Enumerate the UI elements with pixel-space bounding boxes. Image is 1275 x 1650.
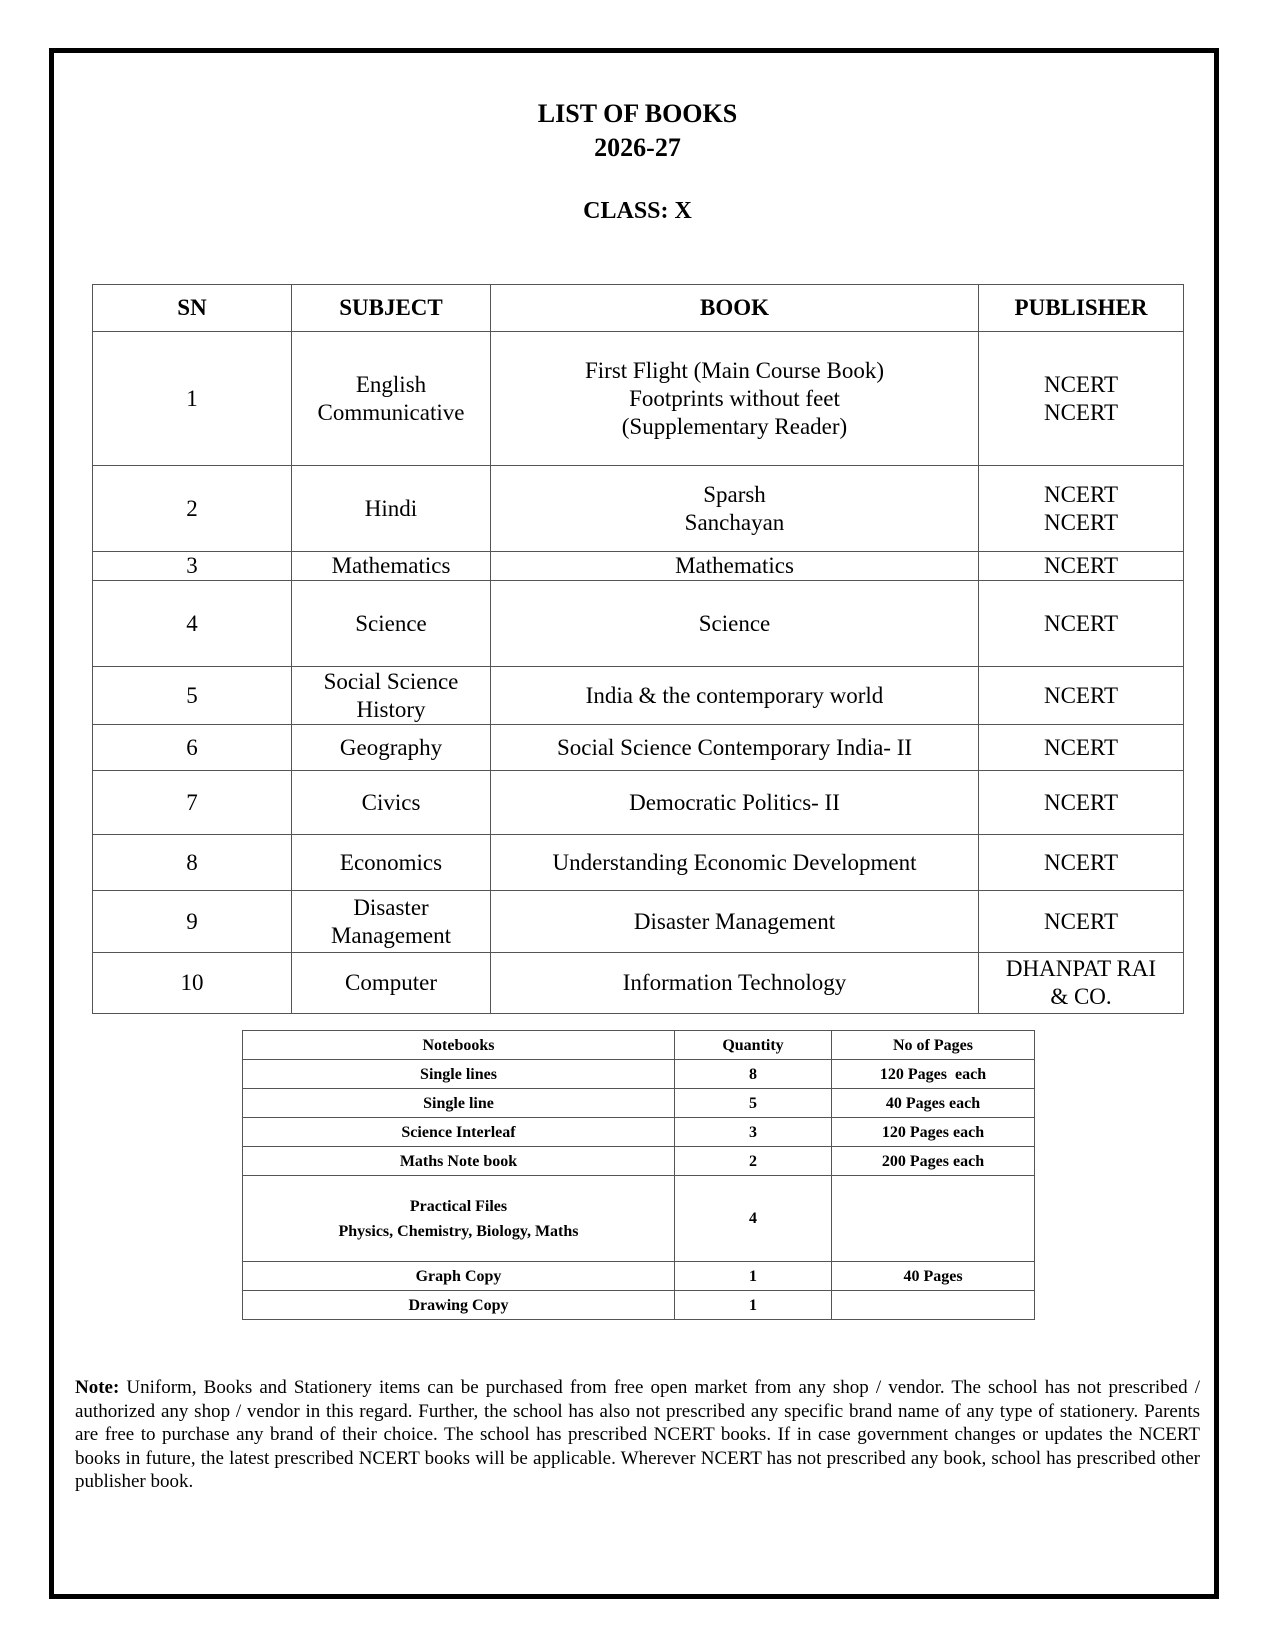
cell-notebook xyxy=(243,1089,675,1118)
column-header-subject: SUBJECT xyxy=(292,285,491,332)
cell-quantity: 8 xyxy=(675,1060,832,1089)
publisher-line: NCERT xyxy=(1043,849,1118,875)
cell-book xyxy=(491,771,979,835)
cell-subject xyxy=(292,667,491,725)
cell-publisher xyxy=(979,552,1184,581)
subject-line: Hindi xyxy=(364,495,418,521)
cell-sn: 7 xyxy=(93,771,292,835)
subject-line: Computer xyxy=(345,970,437,995)
table-row xyxy=(243,1089,1035,1118)
cell-publisher xyxy=(979,667,1184,725)
table-row xyxy=(243,1291,1035,1320)
cell-book xyxy=(491,332,979,466)
table-row xyxy=(93,725,1184,771)
cell-subject xyxy=(292,835,491,891)
publisher-line: NCERT xyxy=(1043,789,1118,815)
cell-sn: 9 xyxy=(93,891,292,953)
publisher-line: NCERT xyxy=(1043,682,1118,708)
cell-publisher xyxy=(979,953,1184,1014)
table-row xyxy=(93,667,1184,725)
table-row xyxy=(93,835,1184,891)
cell-subject xyxy=(292,581,491,667)
book-line: Mathematics xyxy=(675,553,794,578)
cell-book xyxy=(491,835,979,891)
books-table-header xyxy=(93,285,1184,332)
cell-quantity: 3 xyxy=(675,1118,832,1147)
notebooks-table-header xyxy=(243,1031,1035,1060)
cell-pages: 120 Pages each xyxy=(832,1060,1035,1089)
cell-pages: 200 Pages each xyxy=(832,1147,1035,1176)
notebook-line: Maths Note book xyxy=(399,1152,518,1170)
subject-line: English xyxy=(355,371,427,397)
notebook-line: Science Interleaf xyxy=(401,1123,516,1141)
subject-line: Mathematics xyxy=(331,553,451,578)
publisher-line: NCERT xyxy=(1043,481,1118,507)
cell-subject xyxy=(292,771,491,835)
cell-subject xyxy=(292,953,491,1014)
column-header-quantity: Quantity xyxy=(675,1031,832,1060)
cell-pages: 120 Pages each xyxy=(832,1118,1035,1147)
cell-publisher xyxy=(979,891,1184,953)
table-row xyxy=(93,771,1184,835)
table-row xyxy=(93,581,1184,667)
book-line: Sparsh xyxy=(703,481,766,507)
subject-line: Management xyxy=(330,922,452,948)
books-table xyxy=(92,284,1184,1014)
cell-book xyxy=(491,466,979,552)
book-line: First Flight (Main Course Book) xyxy=(584,357,884,383)
book-line: (Supplementary Reader) xyxy=(621,413,848,439)
publisher-line: DHANPAT RAI xyxy=(1005,956,1157,981)
cell-notebook xyxy=(243,1262,675,1291)
publisher-line: NCERT xyxy=(1043,610,1118,636)
book-line: India & the contemporary world xyxy=(585,682,884,708)
cell-book xyxy=(491,891,979,953)
column-header-pages: No of Pages xyxy=(832,1031,1035,1060)
table-row xyxy=(93,891,1184,953)
book-line: Democratic Politics- II xyxy=(629,789,840,815)
book-line: Sanchayan xyxy=(684,509,785,535)
cell-notebook xyxy=(243,1118,675,1147)
cell-notebook xyxy=(243,1147,675,1176)
cell-pages: 40 Pages each xyxy=(832,1089,1035,1118)
cell-pages xyxy=(832,1291,1035,1320)
cell-notebook xyxy=(243,1291,675,1320)
cell-subject xyxy=(292,332,491,466)
cell-subject xyxy=(292,466,491,552)
publisher-line: & CO. xyxy=(1050,984,1112,1009)
cell-sn: 4 xyxy=(93,581,292,667)
cell-quantity: 2 xyxy=(675,1147,832,1176)
column-header-notebooks: Notebooks xyxy=(243,1031,675,1060)
cell-book xyxy=(491,953,979,1014)
book-line: Information Technology xyxy=(622,970,847,995)
book-line: Understanding Economic Development xyxy=(552,849,917,875)
cell-book xyxy=(491,581,979,667)
book-line: Social Science Contemporary India- II xyxy=(556,734,913,760)
subject-line: Disaster xyxy=(353,894,429,920)
cell-sn: 5 xyxy=(93,667,292,725)
cell-sn: 3 xyxy=(93,552,292,581)
publisher-line: NCERT xyxy=(1043,734,1118,760)
table-row xyxy=(243,1060,1035,1089)
table-row xyxy=(243,1147,1035,1176)
subject-line: Geography xyxy=(339,734,443,760)
subject-line: Communicative xyxy=(317,399,465,425)
cell-publisher xyxy=(979,835,1184,891)
cell-sn: 2 xyxy=(93,466,292,552)
cell-sn: 8 xyxy=(93,835,292,891)
cell-publisher xyxy=(979,581,1184,667)
notebook-line: Physics, Chemistry, Biology, Maths xyxy=(338,1222,579,1240)
table-row xyxy=(243,1118,1035,1147)
cell-publisher xyxy=(979,466,1184,552)
note-label: Note: xyxy=(75,1377,120,1398)
column-header-sn: SN xyxy=(93,285,292,332)
note-text: Uniform, Books and Stationery items can be purchased from free open market from any shop / vendor. The school has not prescribed / authorized any shop / vendor in this regard. Further, the school has also not prescribed any specific brand name of any type of stationery. Parents are free to purchase any brand of their choice. The school has prescribed NCERT books. If in case government changes or updates the NCERT books in future, the latest prescribed NCERT books will be applicable. Wherever NCERT has not prescribed any book, school has prescribed other publisher book. xyxy=(75,1377,1200,1492)
subject-line: Social Science xyxy=(323,668,459,694)
cell-subject xyxy=(292,891,491,953)
publisher-line: NCERT xyxy=(1043,399,1118,425)
book-line: Footprints without feet xyxy=(629,385,840,411)
cell-sn: 1 xyxy=(93,332,292,466)
cell-book xyxy=(491,667,979,725)
table-row xyxy=(93,466,1184,552)
publisher-line: NCERT xyxy=(1043,509,1118,535)
document-title: LIST OF BOOKS xyxy=(537,99,738,128)
publisher-line: NCERT xyxy=(1043,553,1118,578)
column-header-publisher: PUBLISHER xyxy=(979,285,1184,332)
cell-sn: 10 xyxy=(93,953,292,1014)
cell-quantity: 1 xyxy=(675,1262,832,1291)
cell-sn: 6 xyxy=(93,725,292,771)
cell-publisher xyxy=(979,771,1184,835)
notebook-line: Single lines xyxy=(420,1065,497,1083)
subject-line: Civics xyxy=(361,789,421,815)
session-year: 2026-27 xyxy=(594,133,681,162)
table-row xyxy=(243,1176,1035,1262)
column-header-book: BOOK xyxy=(491,285,979,332)
subject-line: Science xyxy=(355,610,427,636)
notebook-line: Graph Copy xyxy=(415,1267,502,1285)
cell-quantity: 1 xyxy=(675,1291,832,1320)
cell-quantity: 4 xyxy=(675,1176,832,1262)
cell-notebook xyxy=(243,1060,675,1089)
publisher-line: NCERT xyxy=(1043,908,1118,934)
cell-pages xyxy=(832,1176,1035,1262)
disclaimer-note xyxy=(75,1376,1200,1494)
cell-book xyxy=(491,552,979,581)
cell-publisher xyxy=(979,725,1184,771)
book-line: Science xyxy=(698,610,771,636)
cell-quantity: 5 xyxy=(675,1089,832,1118)
cell-publisher xyxy=(979,332,1184,466)
cell-book xyxy=(491,725,979,771)
notebook-line: Drawing Copy xyxy=(408,1296,509,1314)
table-row xyxy=(93,953,1184,1014)
table-row xyxy=(243,1262,1035,1291)
publisher-line: NCERT xyxy=(1043,371,1118,397)
table-row xyxy=(93,332,1184,466)
subject-line: Economics xyxy=(339,849,443,875)
book-line: Disaster Management xyxy=(633,908,836,934)
subject-line: History xyxy=(356,696,426,722)
cell-subject xyxy=(292,725,491,771)
notebooks-table xyxy=(242,1030,1035,1320)
class-label: CLASS: X xyxy=(583,198,692,224)
cell-notebook xyxy=(243,1176,675,1262)
notebook-line: Single line xyxy=(423,1094,494,1112)
cell-pages: 40 Pages xyxy=(832,1262,1035,1291)
cell-subject xyxy=(292,552,491,581)
notebook-line: Practical Files xyxy=(409,1197,508,1215)
table-row xyxy=(93,552,1184,581)
